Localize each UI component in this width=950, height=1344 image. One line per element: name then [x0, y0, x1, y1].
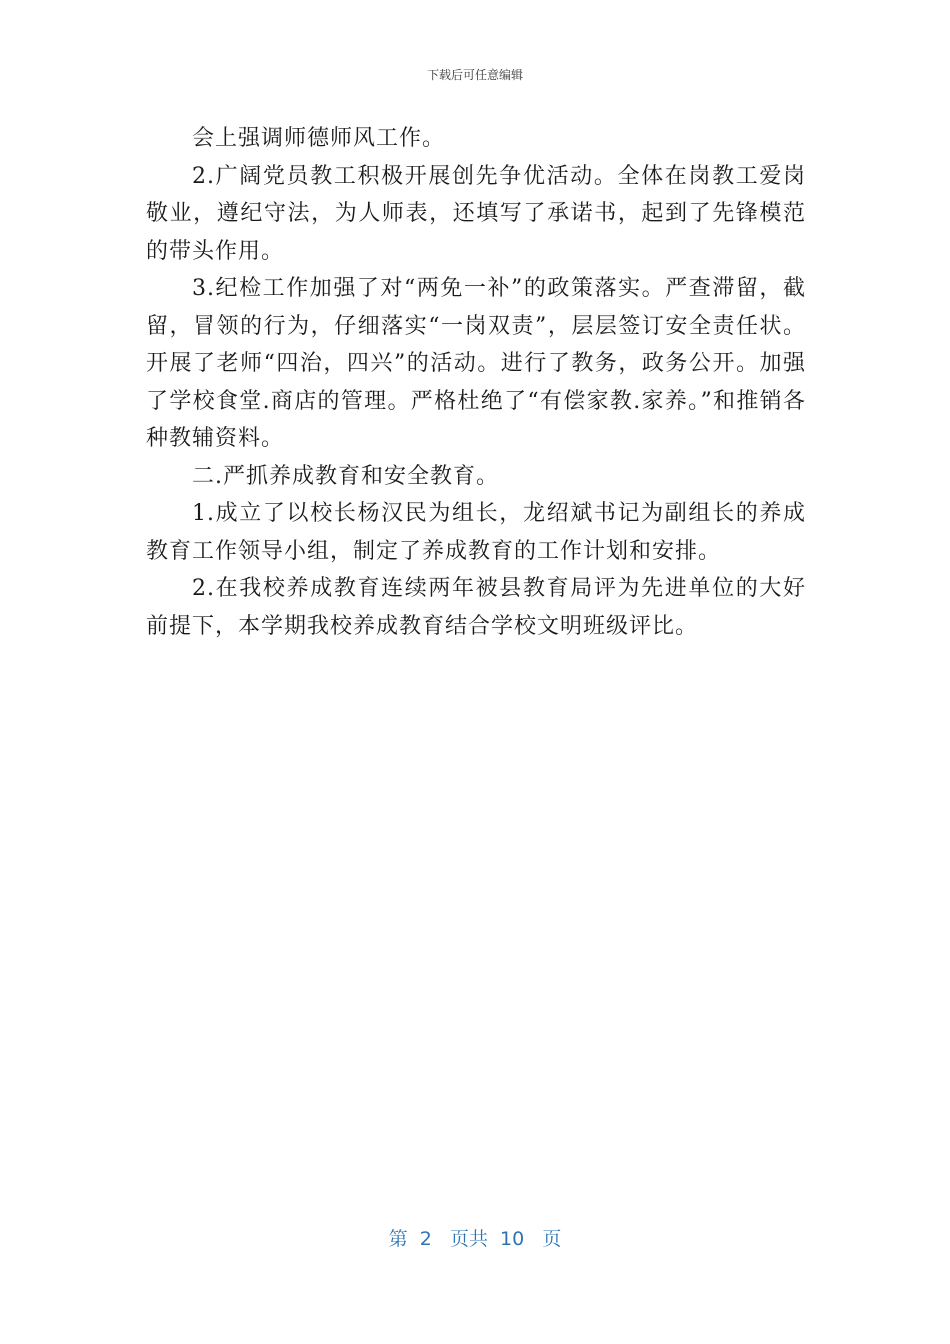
page-number-footer: 第 2 页共 10 页 — [388, 1228, 562, 1250]
section-heading: 二.严抓养成教育和安全教育。 — [192, 463, 499, 489]
paragraph: 2.在我校养成教育连续两年被县教育局评为先进单位的大好前提下，本学期我校养成教育结合学校文明班级评比。 — [146, 576, 806, 639]
header-note: 下载后可任意编辑 — [426, 68, 523, 82]
document-body — [146, 120, 806, 645]
paragraph: 1.成立了以校长杨汉民为组长，龙绍斌书记为副组长的养成教育工作领导小组，制定了养成教育的工作计划和安排。 — [146, 501, 806, 564]
paragraph: 3.纪检工作加强了对“两免一补”的政策落实。严查滞留，截留，冒领的行为，仔细落实“一岗双责”，层层签订安全责任状。开展了老师“四治，四兴”的活动。进行了教务，政务公开。加强了学校食堂.商店的管理。严格杜绝了“有偿家教.家养。”和推销各种教辅资料。 — [146, 276, 806, 451]
paragraph: 2.广阔党员教工积极开展创先争优活动。全体在岗教工爱岗敬业，遵纪守法，为人师表，还填写了承诺书，起到了先锋模范的带头作用。 — [146, 163, 806, 264]
paragraph: 会上强调师德师风工作。 — [192, 126, 446, 151]
